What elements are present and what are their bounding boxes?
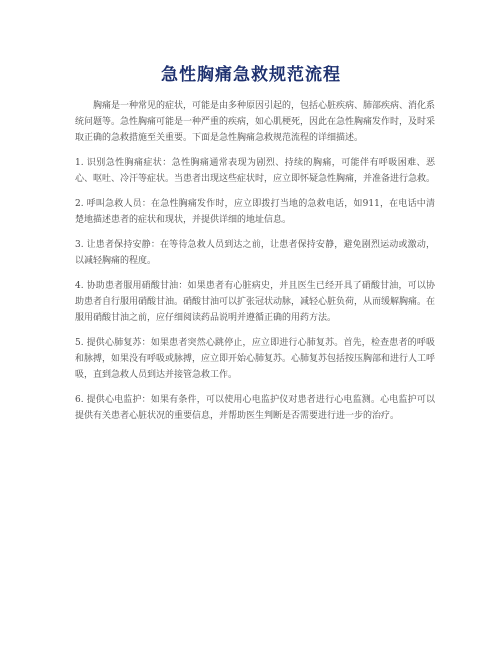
list-item-3 xyxy=(75,237,435,269)
item-text: 让患者保持安静：在等待急救人员到达之前，让患者保持安静，避免剧烈运动或激动，以减轻胸痛的程度。 xyxy=(75,240,435,266)
item-number: 2. xyxy=(75,199,84,209)
document-body xyxy=(75,98,435,433)
item-text: 协助患者服用硝酸甘油：如果患者有心脏病史，并且医生已经开具了硝酸甘油，可以协助患者自行服用硝酸甘油。硝酸甘油可以扩张冠状动脉，减轻心脏负荷，从而缓解胸痛。在服用硝酸甘油之前，应仔细阅读药品说明并遵循正确的用药方法。 xyxy=(75,281,436,323)
list-item-6 xyxy=(75,392,435,424)
list-item-2 xyxy=(75,196,435,228)
item-text: 呼叫急救人员：在急性胸痛发作时，应立即拨打当地的急救电话，如911，在电话中清楚地描述患者的症状和现状，并提供详细的地址信息。 xyxy=(75,199,435,225)
item-number: 3. xyxy=(75,240,84,250)
item-number: 4. xyxy=(75,281,84,291)
item-number: 1. xyxy=(75,158,84,168)
item-number: 6. xyxy=(75,395,84,405)
list-item-1 xyxy=(75,155,435,187)
item-text: 提供心电监护：如果有条件，可以使用心电监护仪对患者进行心电监测。心电监护可以提供有关患者心脏状况的重要信息，并帮助医生判断是否需要进行进一步的治疗。 xyxy=(75,395,435,421)
document-title: 急性胸痛急救规范流程 xyxy=(161,65,341,85)
item-text: 识别急性胸痛症状：急性胸痛通常表现为剧烈、持续的胸痛，可能伴有呼吸困难、恶心、呕吐、冷汗等症状。当患者出现这些症状时，应立即怀疑急性胸痛，并准备进行急救。 xyxy=(75,158,436,184)
item-number: 5. xyxy=(75,338,84,348)
intro-paragraph: 胸痛是一种常见的症状，可能是由多种原因引起的，包括心脏疾病、肺部疾病、消化系统问题等。急性胸痛可能是一种严重的疾病，如心肌梗死，因此在急性胸痛发作时，及时采取正确的急救措施至关重要。下面是急性胸痛急救规范流程的详细描述。 xyxy=(75,101,436,143)
list-item-4 xyxy=(75,278,435,326)
item-text: 提供心肺复苏：如果患者突然心跳停止，应立即进行心肺复苏。首先，检查患者的呼吸和脉搏，如果没有呼吸或脉搏，应立即开始心肺复苏。心肺复苏包括按压胸部和进行人工呼吸，直到急救人员到达并接管急救工作。 xyxy=(75,338,436,380)
list-item-5 xyxy=(75,335,435,383)
